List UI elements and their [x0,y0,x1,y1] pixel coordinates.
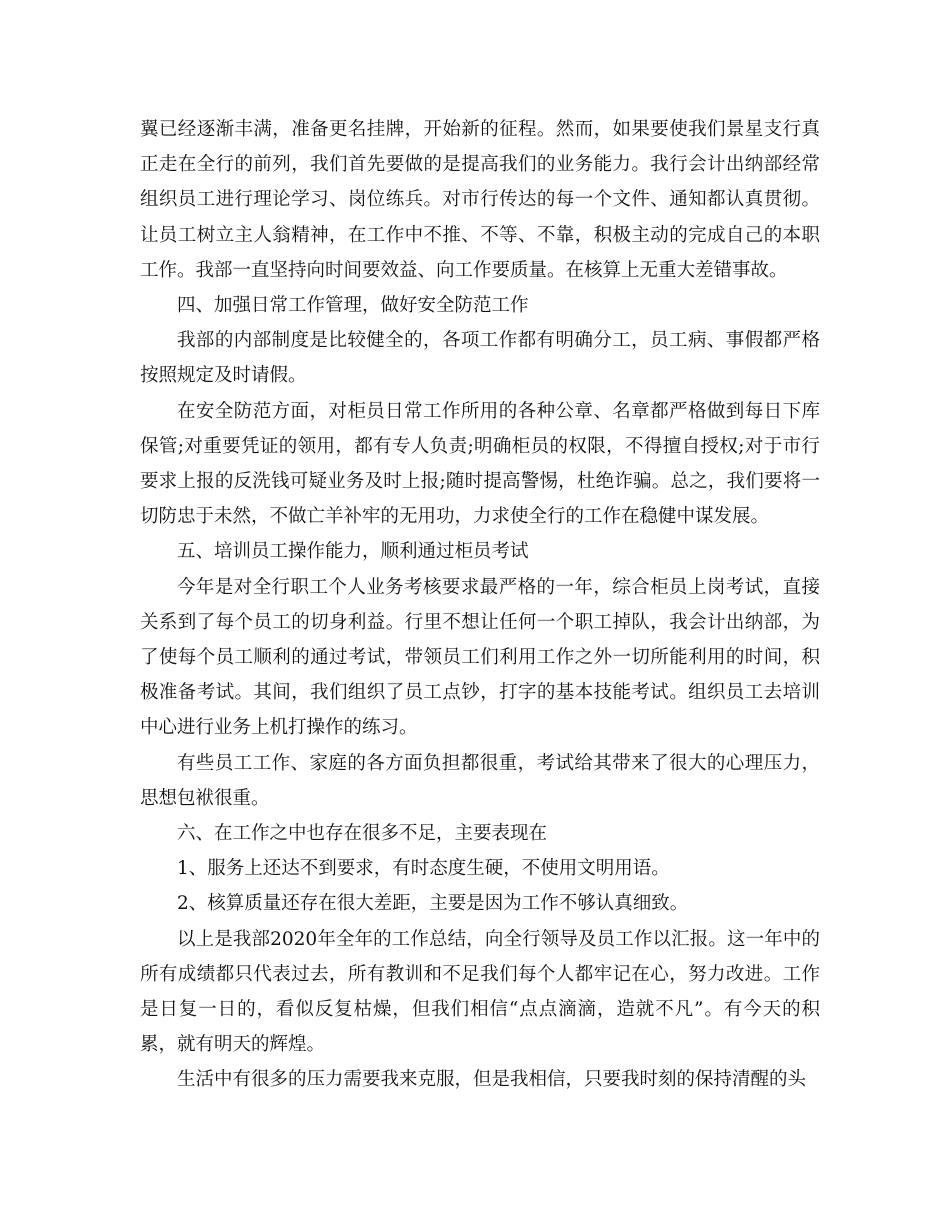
list-item: 1、服务上还达不到要求，有时态度生硬，不使用文明用语。 [177,858,670,880]
document-body [140,112,820,1098]
paragraph-continuation: 翼已经逐渐丰满，准备更名挂牌，开始新的征程。然而，如果要使我们景星支行真正走在全行的前列，我们首先要做的是提高我们的业务能力。我行会计出纳部经常组织员工进行理论学习、岗位练兵。对市行传达的每一个文件、通知都认真贯彻。让员工树立主人翁精神，在工作中不推、不等、不靠，积极主动的完成自己的本职工作。我部一直坚持向时间要效益、向工作要质量。在核算上无重大差错事故。 [140,119,820,281]
paragraph: 生活中有很多的压力需要我来克服，但是我相信，只要我时刻的保持清醒的头 [177,1069,807,1091]
list-item: 2、核算质量还存在很大差距，主要是因为工作不够认真细致。 [177,893,689,915]
paragraph: 以上是我部2020年全年的工作总结，向全行领导及员工作以汇报。这一年中的所有成绩都只代表过去，所有教训和不足我们每个人都牢记在心，努力改进。工作是日复一日的，看似反复枯燥，但我们相信“点点滴滴，造就不凡”。有今天的积累，就有明天的辉煌。 [140,928,820,1056]
paragraph: 在安全防范方面，对柜员日常工作所用的各种公章、名章都严格做到每日下库保管;对重要凭证的领用，都有专人负责;明确柜员的权限，不得擅自授权;对于市行要求上报的反洗钱可疑业务及时上报;随时提高警惕，杜绝诈骗。总之，我们要将一切防忠于未然，不做亡羊补牢的无用功，力求使全行的工作在稳健中谋发展。 [140,400,820,528]
paragraph: 今年是对全行职工个人业务考核要求最严格的一年，综合柜员上岗考试，直接关系到了每个员工的切身利益。行里不想让任何一个职工掉队，我会计出纳部，为了使每个员工顺利的通过考试，带领员工们利用工作之外一切所能利用的时间，积极准备考试。其间，我们组织了员工点钞，打字的基本技能考试。组织员工去培训中心进行业务上机打操作的练习。 [140,576,820,739]
section-heading-4: 四、加强日常工作管理，做好安全防范工作 [177,295,529,317]
section-heading-5: 五、培训员工操作能力，顺利通过柜员考试 [177,541,529,563]
paragraph: 我部的内部制度是比较健全的，各项工作都有明确分工，员工病、事假都严格按照规定及时请假。 [140,330,820,387]
section-heading-6: 六、在工作之中也存在很多不足，主要表现在 [177,823,548,845]
paragraph: 有些员工工作、家庭的各方面负担都很重，考试给其带来了很大的心理压力，思想包袱很重。 [140,752,820,809]
